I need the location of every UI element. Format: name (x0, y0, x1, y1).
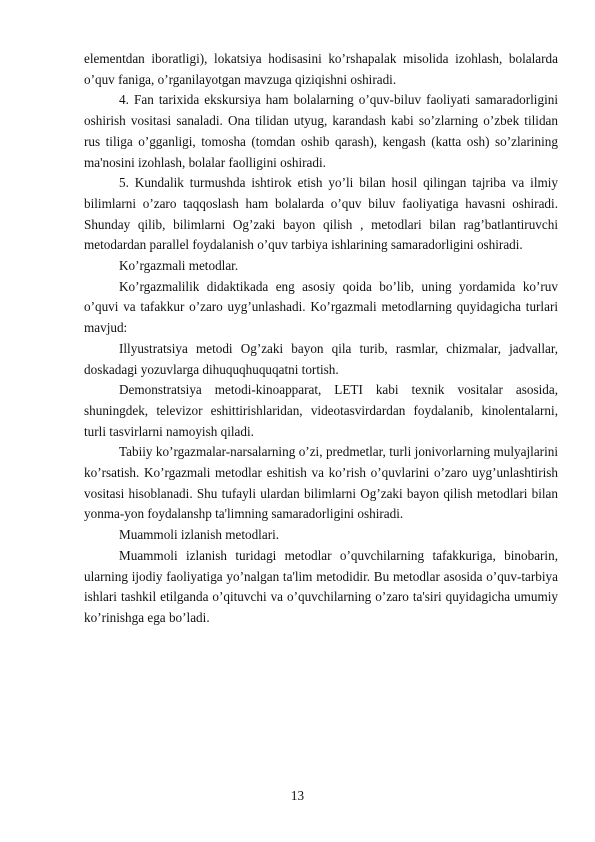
section-heading: Muammoli izlanish metodlari. (119, 527, 280, 543)
paragraph: Tabiiy ko’rgazmalar-narsalarning o’zi, predmetlar, turli jonivorlarning mulyajlarini ko’rsatish. Ko’rgazmali metodlar eshitish va ko’rish o’quvlarini o’zaro uyg’unlashtirish vositasi hisoblanadi. Shu tufayli ulardan bilimlarni Og’zaki bayon qilish metodlari bilan yonma-yon foydalanshp ta'limning samaradorligini oshiradi. (84, 444, 558, 522)
paragraph: elementdan iboratligi), lokatsiya hodisasini ko’rshapalak misolida izohlash, bolalarda o’quv faniga, o’rganilayotgan mavzuga qiziqishni oshiradi. (84, 51, 558, 87)
page-number: 13 (290, 788, 305, 803)
paragraph: 4. Fan tarixida ekskursiya ham bolalarning o’quv-biluv faoliyati samaradorligini oshirish vositasi sanaladi. Ona tilidan utyug, karandash kabi so’zlarning o’zbek tilidan rus tiliga o’gganligi, tomosha (tomdan oshib qarash), kengash (katta osh) so’zlarining ma'nosini izohlash, bolalar faolligini oshiradi. (84, 92, 558, 170)
paragraph: Muammoli izlanish turidagi metodlar o’quvchilarning tafakkuriga, binobarin, ularning ijodiy faoliyatiga yo’nalgan ta'lim metodidir. Bu metodlar asosida o’quv-tarbiya ishlari tashkil etilganda o’qituvchi va o’quvchilarning o’zaro ta'siri quyidagicha umumiy ko’rinishga ega bo’ladi. (84, 547, 558, 625)
paragraph: Ko’rgazmalilik didaktikada eng asosiy qoida bo’lib, uning yordamida ko’ruv o’quvi va tafakkur o’zaro uyg’unlashadi. Ko’rgazmali metodlarning quyidagicha turlari mavjud: (84, 278, 558, 336)
section-heading: Ko’rgazmali metodlar. (119, 258, 239, 274)
paragraph: Demonstratsiya metodi-kinoapparat, LETI kabi texnik vositalar asosida, shuningdek, televizor eshittirishlaridan, videotasvirdardan foydalanib, kinolentalarni, turli tasvirlarni namoyish qiladi. (84, 382, 558, 439)
paragraph: 5. Kundalik turmushda ishtirok etish yo’li bilan hosil qilingan tajriba va ilmiy bilimlarni o’zaro taqqoslash ham bolalarda o’quv biluv faoliyatiga havasni oshiradi. Shunday qilib, bilimlarni Og’zaki bayon qilish , metodlari bilan rag’batlantiruvchi metodardan parallel foydalanish o’quv tarbiya ishlarining samaradorligini oshiradi. (84, 175, 558, 253)
paragraph: Illyustratsiya metodi Og’zaki bayon qila turib, rasmlar, chizmalar, jadvallar, doskadagi yozuvlarga dihuquqhuquqatni tortish. (84, 340, 558, 377)
page-body (84, 49, 558, 629)
